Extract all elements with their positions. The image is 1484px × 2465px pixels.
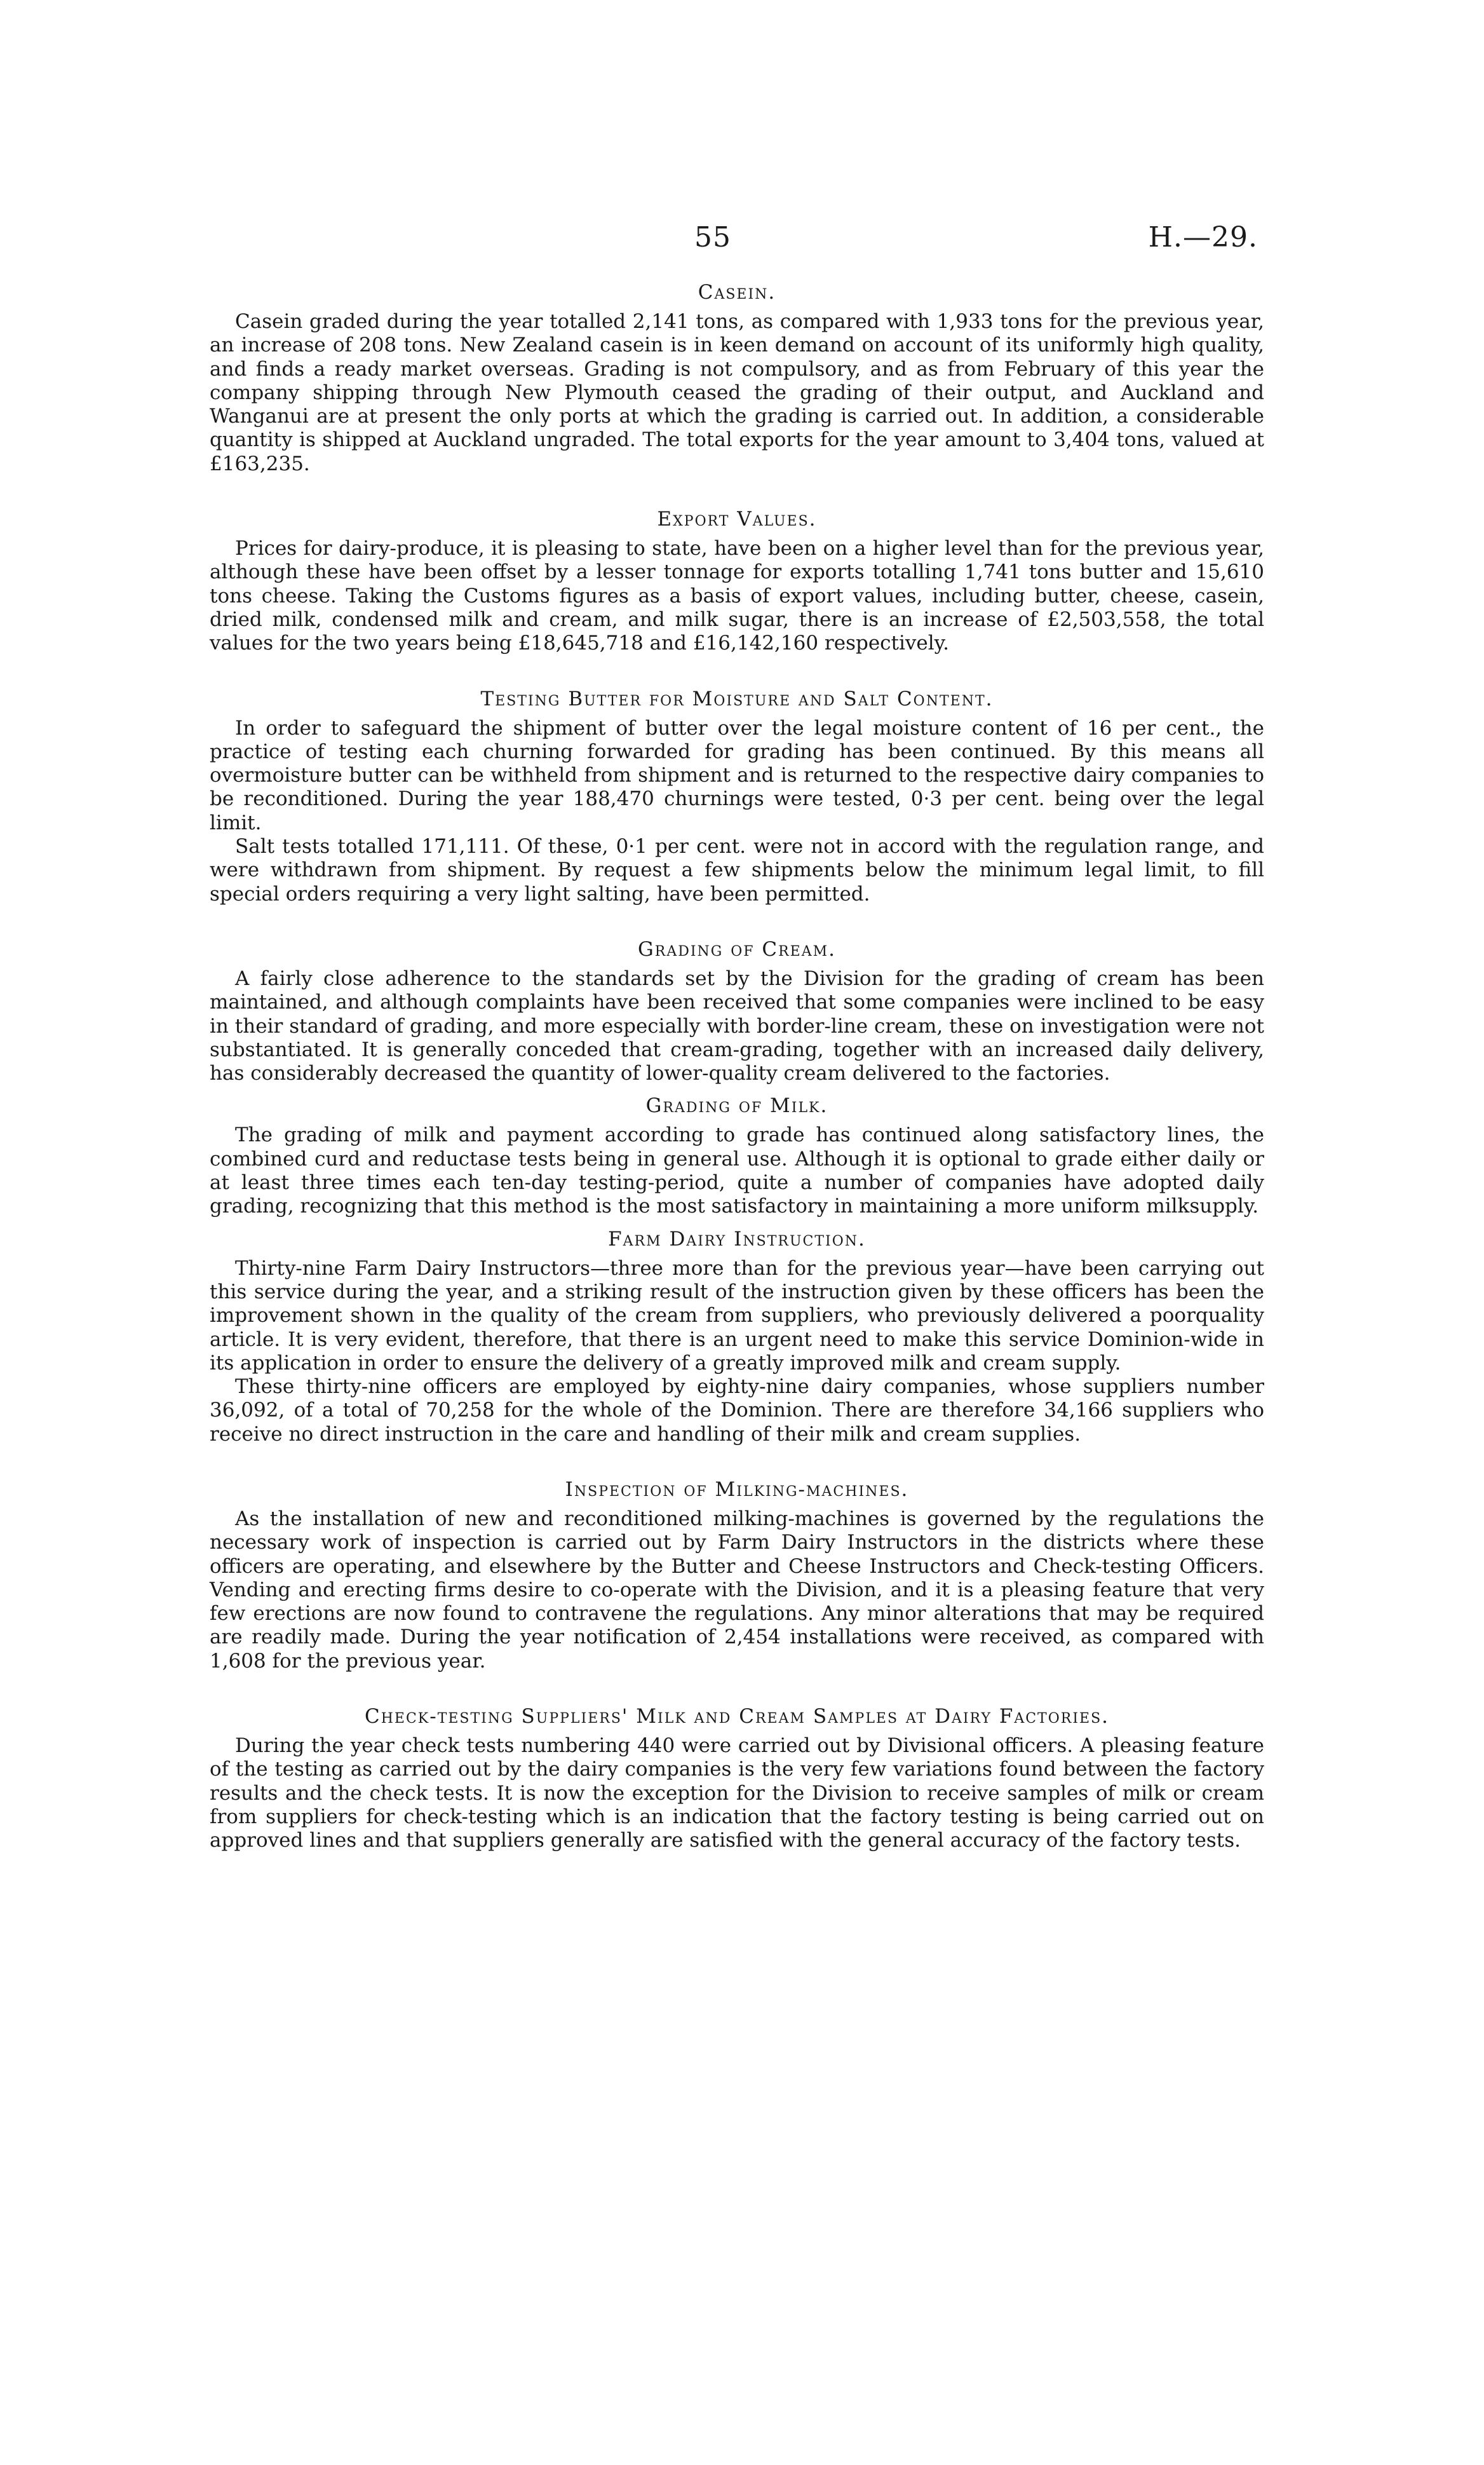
paragraph: The grading of milk and payment according to grade has continued along satisfactory lines, the combined curd and reductase tests being in general use. Although it is optional to grade either daily or at least three times each ten-day testing-period, quite a number of companies have adopted daily grading, recognizing that this method is the most satisfactory in maintaining a more uniform milksupply. — [210, 1124, 1264, 1218]
section-milking-machines — [210, 1477, 1264, 1673]
section-heading: Farm Dairy Instruction. — [608, 1227, 866, 1251]
section-grading-milk — [210, 1093, 1264, 1218]
paragraph: A fairly close adherence to the standards set by the Division for the grading of cream has been maintained, and although complaints have been received that some companies were inclined to be easy in their standard of grading, and more especially with border-line cream, these on investigation were not substantiated. It is generally conceded that cream-grading, together with an increased daily delivery, has considerably decreased the quantity of lower-quality cream delivered to the factories. — [210, 967, 1264, 1085]
section-grading-cream — [210, 937, 1264, 1085]
paragraph: These thirty-nine officers are employed by eighty-nine dairy companies, whose suppliers number 36,092, of a total of 70,258 for the whole of the Dominion. There are therefore 34,166 suppliers who receive no direct instruction in the care and handling of their milk and cream supplies. — [210, 1375, 1264, 1446]
paragraph: Salt tests totalled 171,111. Of these, 0·1 per cent. were not in accord with the regulation range, and were withdrawn from shipment. By request a few shipments below the minimum legal limit, to fill special orders requiring a very light salting, have been permitted. — [210, 835, 1264, 906]
section-testing-butter — [210, 686, 1264, 906]
paragraph: During the year check tests numbering 440 were carried out by Divisional officers. A pleasing feature of the testing as carried out by the dairy companies is the very few variations found between the factory results and the check tests. It is now the exception for the Division to receive samples of milk or cream from suppliers for check-testing which is an indication that the factory testing is being carried out on approved lines and that suppliers generally are satisfied with the general accuracy of the factory tests. — [210, 1734, 1264, 1852]
section-check-testing — [210, 1704, 1264, 1852]
page-number: 55 — [694, 221, 731, 254]
paragraph: Thirty-nine Farm Dairy Instructors—three more than for the previous year—have been carrying out this service during the year, and a striking result of the instruction given by these officers has been the improvement shown in the quality of the cream from suppliers, who previously delivered a poorquality article. It is very evident, therefore, that there is an urgent need to make this service Dominion-wide in its application in order to ensure the delivery of a greatly improved milk and cream supply. — [210, 1256, 1264, 1375]
section-export-values — [210, 506, 1264, 655]
section-heading: Check-testing Suppliers' Milk and Cream Samples at Dairy Factories. — [364, 1705, 1110, 1728]
paragraph: Casein graded during the year totalled 2,141 tons, as compared with 1,933 tons for the previous year, an increase of 208 tons. New Zealand casein is in keen demand on account of its uniformly high quality, and finds a ready market overseas. Grading is not compulsory, and as from February of this year the company shipping through New Plymouth ceased the grading of their output, and Auckland and Wanganui are at present the only ports at which the grading is carried out. In addition, a considerable quantity is shipped at Auckland ungraded. The total exports for the year amount to 3,404 tons, valued at £163,235. — [210, 310, 1264, 475]
paragraph: Prices for dairy-produce, it is pleasing to state, have been on a higher level than for the previous year, although these have been offset by a lesser tonnage for exports totalling 1,741 tons butter and 15,610 tons cheese. Taking the Customs figures as a basis of export values, including butter, cheese, casein, dried milk, condensed milk and cream, and milk sugar, there is an increase of £2,503,558, the total values for the two years being £18,645,718 and £16,142,160 respectively. — [210, 537, 1264, 655]
section-heading: Grading of Milk. — [645, 1094, 828, 1118]
document-reference: H.—29. — [1148, 221, 1258, 254]
paragraph: As the installation of new and reconditioned milking-machines is governed by the regulations the necessary work of inspection is carried out by Farm Dairy Instructors in the districts where these officers are operating, and elsewhere by the Butter and Cheese Instructors and Check-testing Officers. Vending and erecting firms desire to co-operate with the Division, and it is a pleasing feature that very few erections are now found to contravene the regulations. Any minor alterations that may be required are readily made. During the year notification of 2,454 installations were received, as compared with 1,608 for the previous year. — [210, 1507, 1264, 1673]
section-heading: Casein. — [698, 281, 776, 304]
section-farm-dairy-instruction — [210, 1226, 1264, 1446]
page-body — [210, 280, 1264, 1853]
section-heading: Grading of Cream. — [638, 937, 836, 961]
paragraph: In order to safeguard the shipment of butter over the legal moisture content of 16 per cent., the practice of testing each churning forwarded for grading has been continued. By this means all overmoisture butter can be withheld from shipment and is returned to the respective dairy companies to be reconditioned. During the year 188,470 churnings were tested, 0·3 per cent. being over the legal limit. — [210, 716, 1264, 834]
section-casein — [210, 280, 1264, 476]
section-heading: Testing Butter for Moisture and Salt Content. — [480, 687, 994, 710]
page-header — [0, 221, 1484, 259]
section-heading: Inspection of Milking-machines. — [565, 1477, 909, 1501]
section-heading: Export Values. — [657, 508, 817, 531]
